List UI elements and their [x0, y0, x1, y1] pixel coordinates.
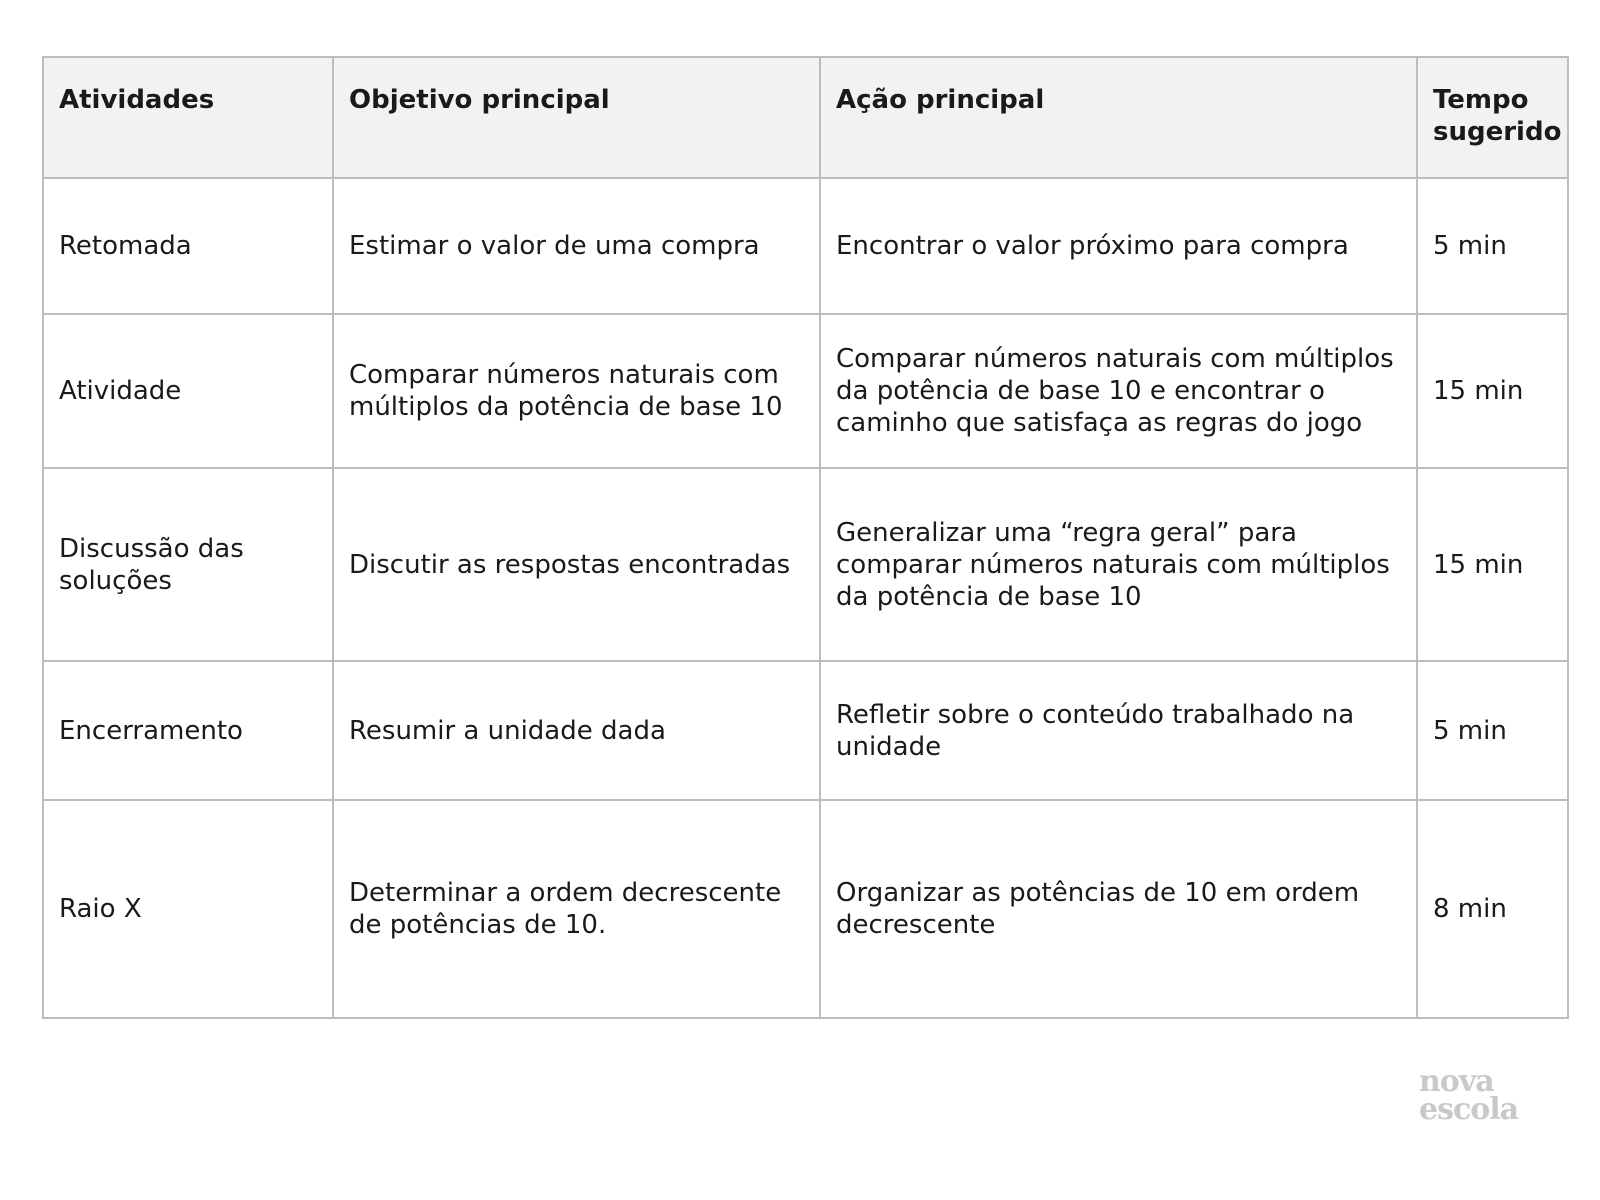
lesson-plan-table	[42, 56, 1569, 1019]
header-objetivo-principal: Objetivo principal	[333, 57, 820, 178]
header-atividades: Atividades	[43, 57, 333, 178]
nova-escola-logo	[1419, 1064, 1539, 1127]
cell-tempo: 8 min	[1417, 800, 1568, 1018]
cell-objetivo: Comparar números naturais com múltiplos da potência de base 10	[333, 314, 820, 468]
cell-atividade: Atividade	[43, 314, 333, 468]
cell-atividade: Raio X	[43, 800, 333, 1018]
cell-objetivo: Resumir a unidade dada	[333, 661, 820, 800]
cell-tempo: 5 min	[1417, 661, 1568, 800]
header-acao-principal: Ação principal	[820, 57, 1417, 178]
cell-acao: Comparar números naturais com múltiplos da potência de base 10 e encontrar o caminho que satisfaça as regras do jogo	[820, 314, 1417, 468]
table-row	[43, 661, 1568, 800]
cell-acao: Encontrar o valor próximo para compra	[820, 178, 1417, 314]
cell-objetivo: Estimar o valor de uma compra	[333, 178, 820, 314]
cell-tempo: 15 min	[1417, 468, 1568, 661]
header-row	[43, 57, 1568, 178]
table-body	[43, 178, 1568, 1018]
logo-line-1: nova	[1419, 1064, 1494, 1099]
cell-atividade: Retomada	[43, 178, 333, 314]
cell-acao: Refletir sobre o conteúdo trabalhado na unidade	[820, 661, 1417, 800]
cell-tempo: 15 min	[1417, 314, 1568, 468]
cell-acao: Generalizar uma “regra geral” para comparar números naturais com múltiplos da potência de base 10	[820, 468, 1417, 661]
cell-objetivo: Determinar a ordem decrescente de potências de 10.	[333, 800, 820, 1018]
table-header	[43, 57, 1568, 178]
table-row	[43, 314, 1568, 468]
cell-objetivo: Discutir as respostas encontradas	[333, 468, 820, 661]
table-row	[43, 178, 1568, 314]
table-row	[43, 800, 1568, 1018]
cell-tempo: 5 min	[1417, 178, 1568, 314]
cell-atividade: Encerramento	[43, 661, 333, 800]
cell-acao: Organizar as potências de 10 em ordem decrescente	[820, 800, 1417, 1018]
header-tempo-sugerido: Tempo sugerido	[1417, 57, 1568, 178]
cell-atividade: Discussão das soluções	[43, 468, 333, 661]
logo-line-2: escola	[1419, 1092, 1519, 1127]
table-row	[43, 468, 1568, 661]
